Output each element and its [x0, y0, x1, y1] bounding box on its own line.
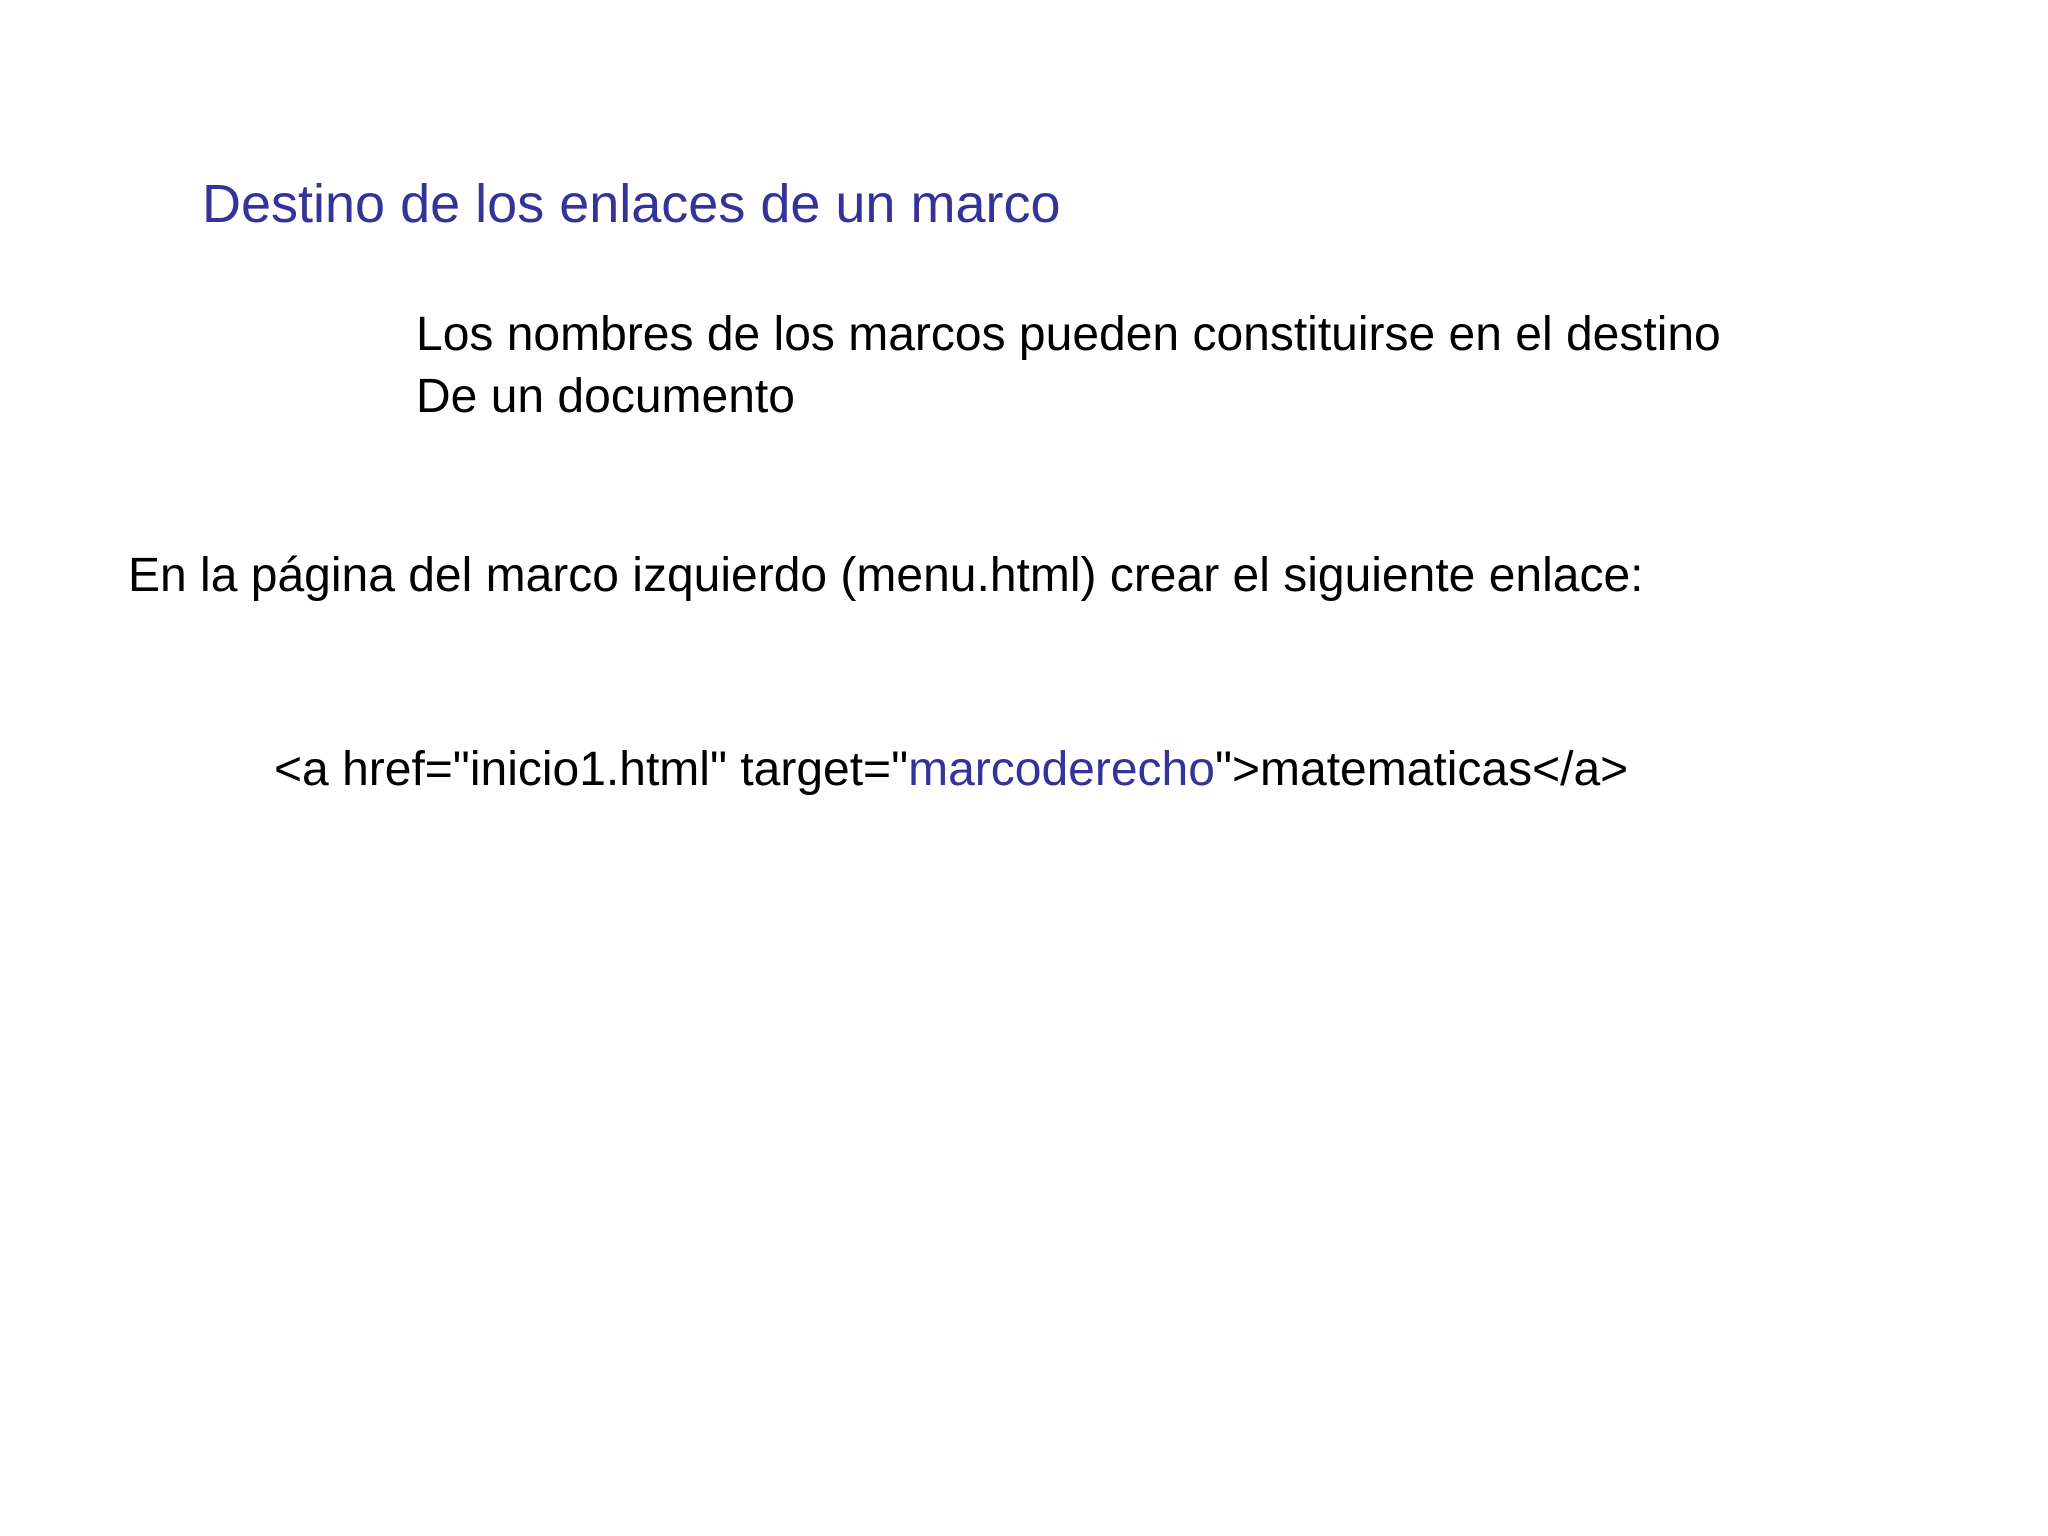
instruction-text: En la página del marco izquierdo (menu.html) crear el siguiente enlace: [128, 549, 1644, 602]
body-text [416, 304, 1721, 428]
code-before-target: <a href="inicio1.html" target=" [274, 743, 909, 796]
code-target-value: marcoderecho [908, 743, 1215, 796]
code-example [274, 740, 1628, 800]
body-line-2: De un documento [416, 370, 795, 423]
slide-title: Destino de los enlaces de un marco [202, 174, 1061, 234]
body-line-1: Los nombres de los marcos pueden constituirse en el destino [416, 308, 1721, 361]
code-after-target: ">matematicas</a> [1214, 743, 1629, 796]
